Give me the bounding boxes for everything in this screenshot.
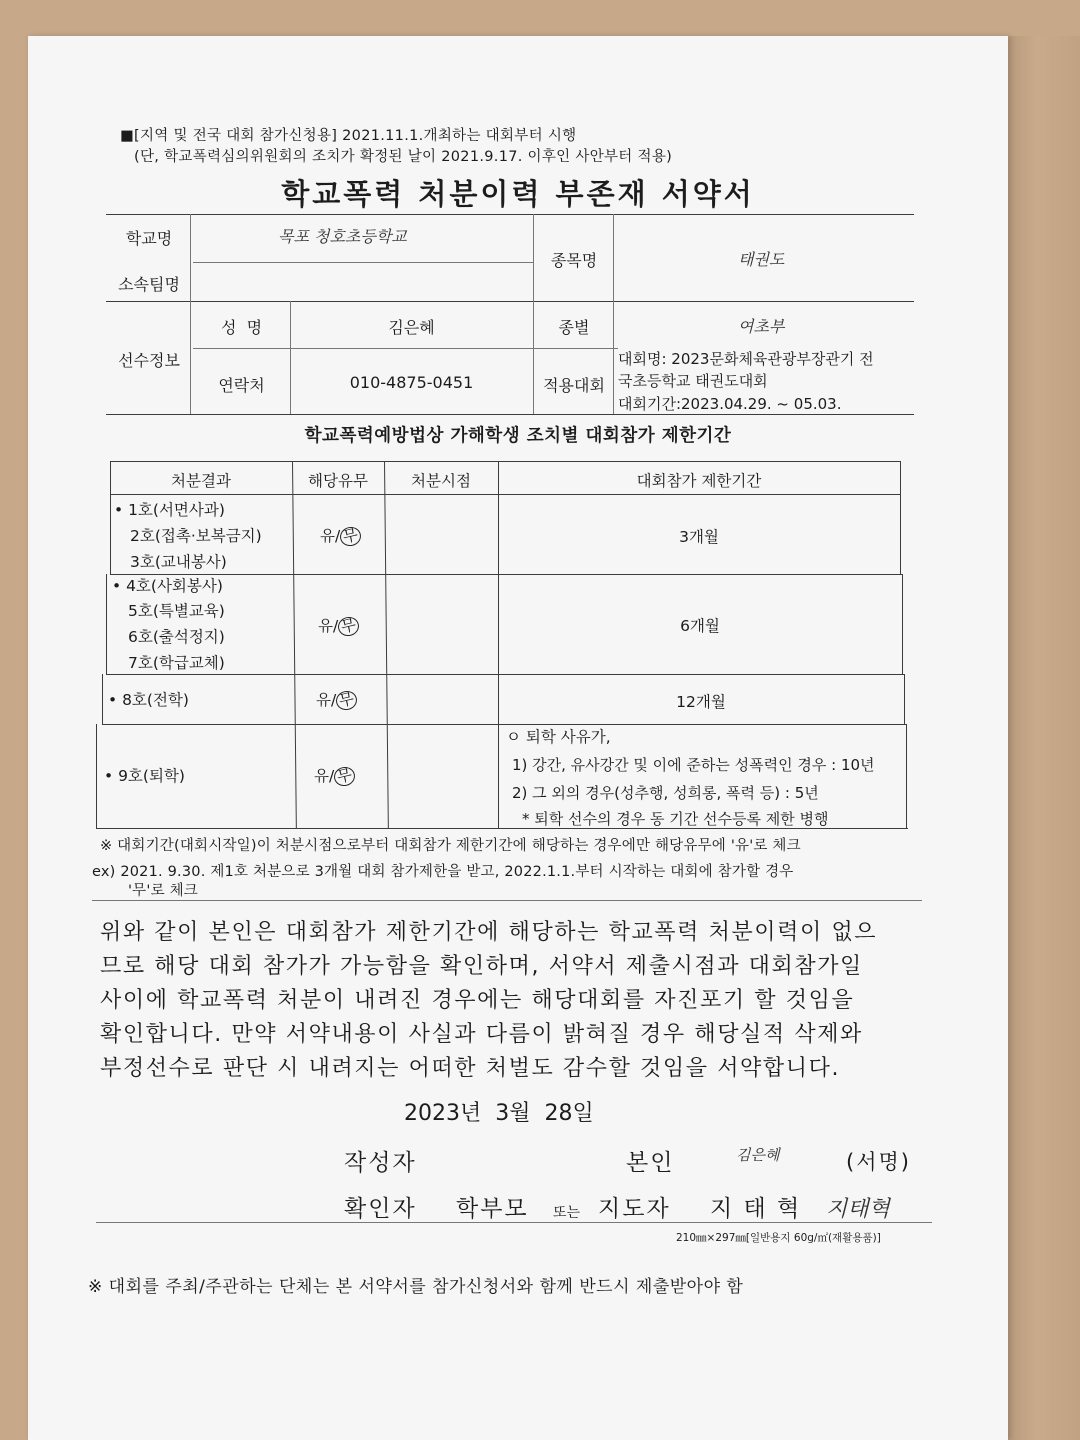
- tournament-period: 대회기간:2023.04.29. ~ 05.03.: [618, 395, 842, 413]
- team-label: 소속팀명: [118, 275, 180, 294]
- notice-line-1: ■[지역 및 전국 대회 참가신청용] 2021.11.1.개최하는 대회부터 시행: [120, 128, 577, 144]
- pledge-document: [28, 36, 1008, 1440]
- pledge-line-2: 므로 해당 대회 참가가 가능함을 확인하며, 서약서 제출시점과 대회참가일: [100, 954, 863, 979]
- contact-value: 010-4875-0451: [349, 373, 474, 392]
- pledge-line-4: 확인합니다. 만약 서약내용이 사실과 다름이 밝혀질 경우 해당실적 삭제와: [100, 1022, 863, 1047]
- row1-no-circled: 무: [338, 525, 362, 548]
- restriction-right-border-b: [902, 574, 903, 674]
- header-applicable: 해당유무: [308, 472, 368, 490]
- parent-label: 학부모: [456, 1196, 529, 1222]
- row1-item-1: • 1호(서면사과): [114, 501, 225, 519]
- tournament-label: 적용대회: [543, 376, 605, 395]
- header-restriction-period: 대회참가 제한기간: [636, 472, 762, 490]
- row4-no-circled: 무: [332, 765, 356, 788]
- info-table-bottom-border: [106, 414, 914, 415]
- division-label: 종별: [558, 318, 590, 337]
- info-col-divider-1: [190, 214, 191, 414]
- row1-item-3: 3호(교내봉사): [130, 553, 227, 571]
- restriction-table-top: [110, 461, 900, 462]
- coach-name: 지 태 혁: [710, 1196, 802, 1222]
- row4-period-line-3: 2) 그 외의 경우(성추행, 성희롱, 폭력 등) : 5년: [512, 784, 819, 802]
- writer-label: 작성자: [344, 1150, 417, 1176]
- row3-checkbox[interactable]: [316, 688, 357, 710]
- row2-period: 6개월: [680, 617, 720, 635]
- row3-yes: 유/: [316, 691, 337, 709]
- row4-period-line-1: ㅇ 퇴학 사유가,: [506, 728, 611, 746]
- row3-period: 12개월: [676, 693, 726, 711]
- footer-note: ※ 대회를 주최/주관하는 단체는 본 서약서를 참가신청서와 함께 반드시 제출받아야 함: [88, 1277, 744, 1297]
- row4-yes: 유/: [314, 767, 335, 785]
- restriction-row-divider-1: [110, 574, 902, 575]
- row4-checkbox[interactable]: [314, 764, 355, 786]
- contact-label: 연락처: [218, 376, 265, 395]
- row4-period-line-4: * 퇴학 선수의 경우 동 기간 선수등록 제한 병행: [522, 810, 829, 828]
- paper-spec: 210㎜×297㎜[일반용지 60g/㎡(재활용품)]: [676, 1232, 881, 1244]
- info-col-divider-3: [533, 214, 534, 414]
- self-handwritten-signature: 김은혜: [736, 1146, 780, 1164]
- tournament-name-line-1: 대회명: 2023문화체육관광부장관기 전: [618, 350, 874, 368]
- pledge-line-3: 사이에 학교폭력 처분이 내려진 경우에는 해당대회를 자진포기 할 것임을: [100, 988, 855, 1013]
- self-sign-mark: (서명): [846, 1150, 911, 1174]
- name-label: 성 명: [220, 318, 263, 337]
- restriction-right-border-c: [904, 674, 905, 724]
- section-title: 학교폭력예방법상 가해학생 조치별 대회참가 제한기간: [304, 426, 732, 446]
- restriction-row-divider-3: [102, 724, 906, 725]
- name-value: 김은혜: [388, 318, 435, 337]
- restriction-col-divider-1: [292, 461, 297, 828]
- row2-item-4: 7호(학급교체): [128, 654, 225, 672]
- restriction-col-divider-3: [498, 461, 499, 828]
- coach-handwritten-signature: 지태혁: [826, 1197, 890, 1222]
- info-row-divider-2: [106, 301, 914, 302]
- row1-period: 3개월: [679, 528, 719, 546]
- info-table-top-border: [106, 214, 914, 215]
- pledge-line-5: 부정선수로 판단 시 내려지는 어떠한 처벌도 감수할 것임을 서약합니다.: [100, 1056, 841, 1081]
- restriction-left-border-c: [102, 674, 103, 724]
- row2-item-3: 6호(출석정지): [128, 628, 225, 646]
- restriction-header-bottom: [110, 494, 900, 495]
- player-info-label: 선수정보: [118, 351, 180, 370]
- desk-background: [1008, 36, 1080, 1440]
- note-1: ※ 대회기간(대회시작일)이 처분시점으로부터 대회참가 제한기간에 해당하는 경우에만 해당유무에 '유'로 체크: [100, 838, 801, 854]
- division-value: 여초부: [738, 317, 785, 336]
- notice-line-2: (단, 학교폭력심의위원회의 조치가 확정된 날이 2021.9.17. 이후인 사안부터 적용): [134, 149, 673, 165]
- header-disposition-date: 처분시점: [411, 472, 471, 490]
- row2-item-2: 5호(특별교육): [128, 602, 225, 620]
- restriction-row-divider-2: [106, 674, 904, 675]
- row3-item-1: • 8호(전학): [108, 691, 189, 709]
- signature-divider: [96, 1222, 932, 1223]
- row2-checkbox[interactable]: [318, 614, 359, 636]
- school-value: 목포 청호초등학교: [278, 227, 407, 246]
- confirmer-label: 확인자: [344, 1196, 417, 1222]
- notes-divider: [92, 900, 922, 901]
- note-2: ex) 2021. 9.30. 제1호 처분으로 3개월 대회 참가제한을 받고, 2022.1.1.부터 시작하는 대회에 참가할 경우: [92, 864, 794, 880]
- event-value: 태권도: [738, 250, 785, 269]
- event-label: 종목명: [550, 251, 598, 270]
- header-result: 처분결과: [171, 472, 231, 490]
- restriction-left-border-b: [106, 574, 107, 674]
- school-label: 학교명: [125, 229, 173, 248]
- pledge-date: 2023년 3월 28일: [404, 1101, 594, 1126]
- row3-no-circled: 무: [334, 689, 358, 712]
- row1-yes: 유/: [320, 527, 341, 545]
- pledge-line-1: 위와 같이 본인은 대회참가 제한기간에 해당하는 학교폭력 처분이력이 없으: [100, 920, 878, 945]
- row1-checkbox[interactable]: [320, 524, 361, 546]
- document-title: 학교폭력 처분이력 부존재 서약서: [281, 177, 755, 211]
- self-label: 본인: [626, 1150, 675, 1176]
- info-row-divider-1: [193, 262, 533, 263]
- row1-item-2: 2호(접촉·보복금지): [130, 527, 262, 545]
- coach-label: 지도자: [598, 1196, 671, 1222]
- note-3: '무'로 체크: [128, 883, 199, 899]
- or-label: 또는: [553, 1205, 581, 1221]
- restriction-right-border-d: [906, 724, 907, 828]
- info-row-divider-3: [193, 348, 618, 349]
- row2-item-1: • 4호(사회봉사): [112, 577, 223, 595]
- row2-no-circled: 무: [336, 615, 360, 638]
- row4-period-line-2: 1) 강간, 유사강간 및 이에 준하는 성폭력인 경우 : 10년: [512, 756, 875, 774]
- restriction-col-divider-2: [384, 461, 389, 828]
- restriction-right-border-a: [900, 461, 901, 574]
- tournament-name-line-2: 국초등학교 태권도대회: [618, 372, 768, 390]
- restriction-left-border-d: [96, 724, 97, 828]
- row2-yes: 유/: [318, 617, 339, 635]
- row4-item-1: • 9호(퇴학): [104, 767, 185, 785]
- info-col-divider-4: [613, 214, 614, 414]
